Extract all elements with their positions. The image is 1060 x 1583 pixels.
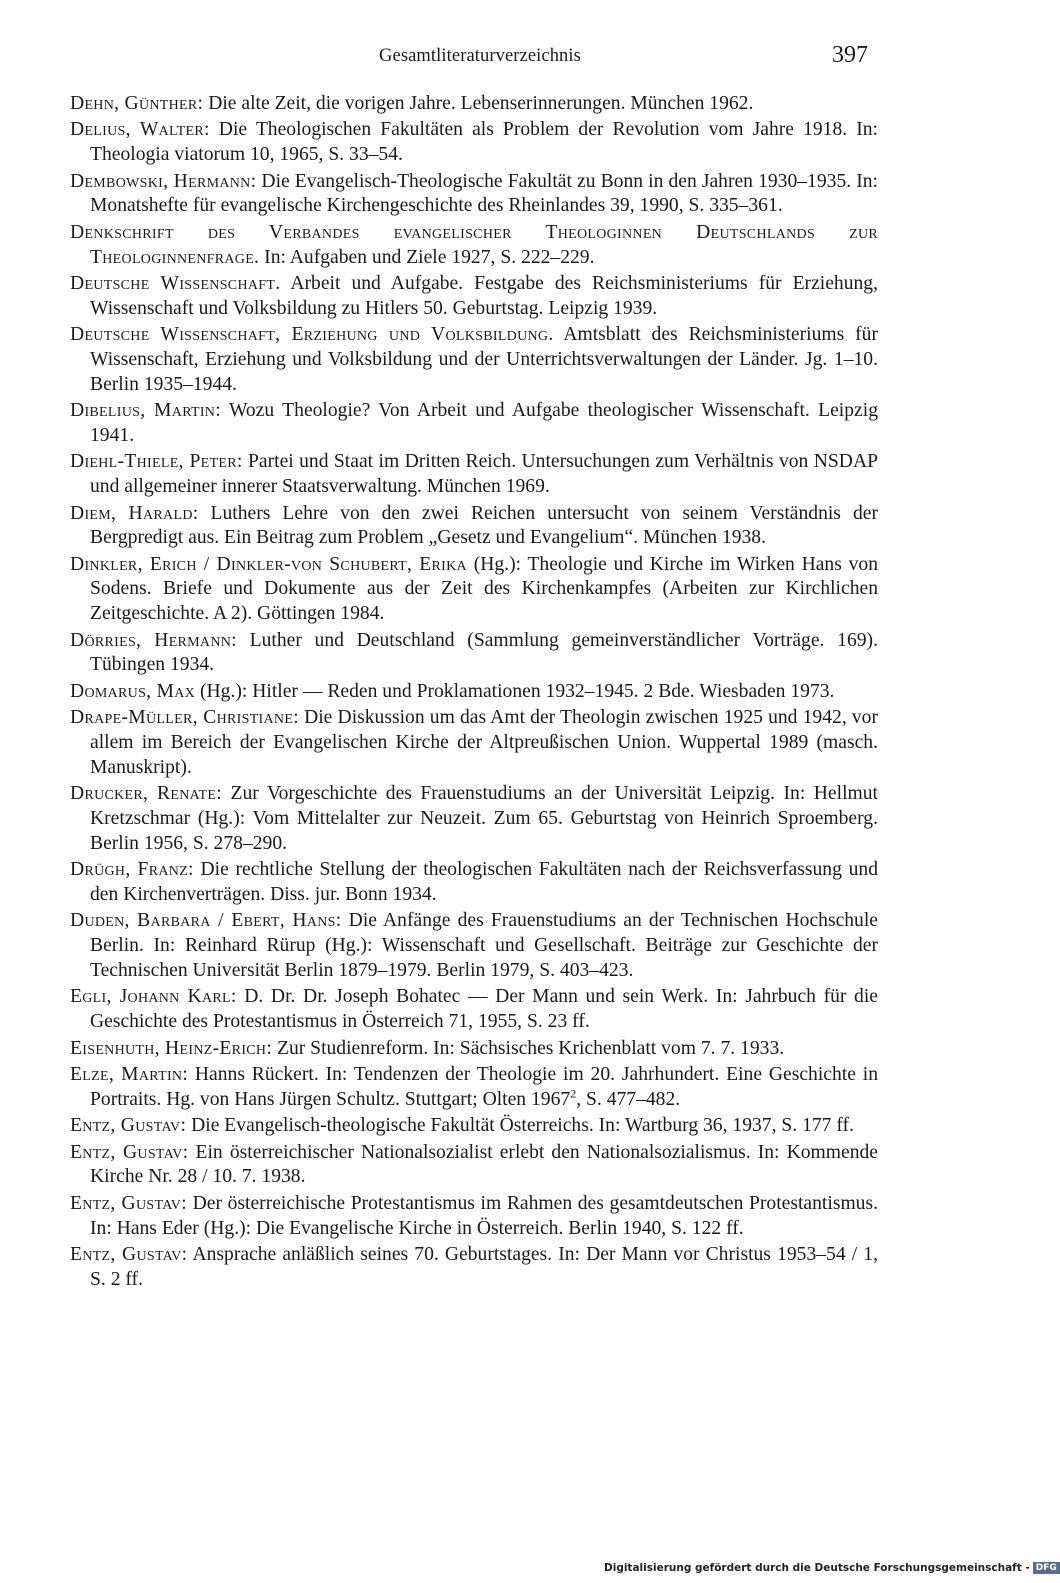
page-number: 397	[832, 42, 868, 68]
entry-author: Drügh, Franz:	[70, 859, 194, 881]
entry-author: Deutsche Wissenschaft.	[70, 272, 281, 294]
entry-text: Die rechtliche Stellung der theologischen Fakultäten nach der Reichsverfassung und den Kirchenverträgen. Diss. jur. Bonn 1934.	[90, 859, 878, 906]
bibliography-list	[70, 92, 878, 1294]
dfg-logo: DFG	[1033, 1562, 1060, 1574]
entry-author: Duden, Barbara / Ebert, Hans:	[70, 910, 342, 932]
entry-author: Eisenhuth, Heinz-Erich:	[70, 1037, 273, 1059]
bibliography-entry	[70, 1063, 878, 1113]
bibliography-entry	[70, 92, 878, 117]
entry-text: Wozu Theologie? Von Arbeit und Aufgabe theologischer Wissenschaft. Leipzig 1941.	[90, 400, 878, 446]
entry-text: Hanns Rückert. In: Tendenzen der Theologie im 20. Jahrhundert. Eine Geschichte in Portraits. Hg. von Hans Jürgen Schultz. Stuttgart; Olten 1967	[90, 1063, 878, 1110]
entry-text: Luther und Deutschland (Sammlung gemeinverständlicher Vorträge. 169). Tübingen 1934.	[90, 629, 878, 676]
entry-author: Dehn, Günther:	[70, 93, 204, 114]
entry-text: Die Anfänge des Frauenstudiums an der Technischen Hochschule Berlin. In: Reinhard Rürup (Hg.): Wissenschaft und Gesellschaft. Beiträge zur Geschichte der Technischen Universität Berlin 1879–1979. Berlin 1979, S. 403–423.	[90, 910, 878, 981]
bibliography-entry	[70, 985, 878, 1035]
bibliography-entry	[70, 1192, 878, 1242]
bibliography-entry	[70, 323, 878, 397]
entry-text: Zur Studienreform. In: Sächsisches Krichenblatt vom 7. 7. 1933.	[272, 1037, 785, 1059]
entry-author: Dibelius, Martin:	[70, 400, 221, 422]
bibliography-entry	[70, 1114, 878, 1139]
bibliography-entry	[70, 399, 878, 449]
bibliography-entry	[70, 1141, 878, 1191]
entry-text: Amtsblatt des Reichsministeriums für Wissenschaft, Erziehung und Volksbildung und der Unterrichtsverwaltungen der Länder. Jg. 1–10. Berlin 1935–1944.	[90, 324, 878, 395]
entry-author: Denkschrift des Verbandes evangelischer Theologinnen Deutschlands zur Theologinnenfrage.	[70, 221, 878, 268]
entry-text: Zur Vorgeschichte des Frauenstudiums an der Universität Leipzig. In: Hellmut Kretzschmar (Hg.): Vom Mittelalter zur Neuzeit. Zum 65. Geburtstag von Heinrich Sproemberg. Berlin 1956, S. 278–290.	[90, 783, 879, 854]
entry-author: Entz, Gustav:	[70, 1115, 187, 1137]
entry-text: Die Theologischen Fakultäten als Problem der Revolution vom Jahre 1918. In: Theologia viatorum 10, 1965, S. 33–54.	[90, 119, 878, 166]
bibliography-entry	[70, 502, 878, 552]
bibliography-entry	[70, 680, 878, 705]
bibliography-entry	[70, 170, 878, 220]
entry-author: Domarus, Max	[70, 680, 196, 702]
entry-author: Drape-Müller, Christiane:	[70, 707, 299, 729]
entry-author: Deutsche Wissenschaft, Erziehung und Volksbildung.	[70, 324, 554, 346]
entry-author: Dembowski, Hermann:	[70, 170, 257, 192]
entry-text: Partei und Staat im Dritten Reich. Untersuchungen zum Verhältnis von NSDAP und allgemeiner innerer Staatsverwaltung. München 1969.	[90, 451, 879, 498]
edition-superscript: 2	[570, 1086, 577, 1101]
bibliography-entry	[70, 629, 878, 679]
bibliography-entry	[70, 858, 878, 908]
bibliography-entry	[70, 450, 878, 500]
entry-text: (Hg.): Hitler — Reden und Proklamationen 1932–1945. 2 Bde. Wiesbaden 1973.	[195, 680, 835, 702]
bibliography-entry	[70, 1037, 878, 1062]
entry-author: Dinkler, Erich / Dinkler-von Schubert, Erika	[70, 553, 467, 575]
entry-text: Die Evangelisch-Theologische Fakultät zu Bonn in den Jahren 1930–1935. In: Monatshefte für evangelische Kirchengeschichte des Rheinlandes 39, 1990, S. 335–361.	[90, 170, 878, 217]
entry-text: Luthers Lehre von den zwei Reichen untersucht von seinem Verständnis der Bergpredigt aus. Ein Beitrag zum Problem „Gesetz und Evangelium“. München 1938.	[90, 502, 878, 549]
entry-author: Dörries, Hermann:	[70, 629, 237, 651]
entry-text-continued: , S. 477–482.	[576, 1088, 681, 1110]
funding-notice: Digitalisierung gefördert durch die Deutsche Forschungsgemeinschaft -	[604, 1562, 1030, 1574]
entry-author: Delius, Walter:	[70, 119, 210, 141]
entry-text: Die Diskussion um das Amt der Theologin zwischen 1925 und 1942, vor allem im Bereich der Evangelischen Kirche der Altpreußischen Union. Wuppertal 1989 (masch. Manuskript).	[90, 707, 878, 778]
bibliography-entry	[70, 221, 878, 271]
entry-text: Die Evangelisch-theologische Fakultät Österreichs. In: Wartburg 36, 1937, S. 177 ff.	[186, 1115, 854, 1137]
entry-text: Der österreichische Protestantismus im Rahmen des gesamtdeutschen Protestantismus. In: Hans Eder (Hg.): Die Evangelische Kirche in Österreich. Berlin 1940, S. 122 ff.	[90, 1192, 879, 1239]
bibliography-entry	[70, 118, 878, 168]
entry-text: (Hg.): Theologie und Kirche im Wirken Hans von Sodens. Briefe und Dokumente aus der Zeit des Kirchenkampfes (Arbeiten zur Kirchlichen Zeitgeschichte. A 2). Göttingen 1984.	[90, 553, 878, 625]
running-title: Gesamtliteraturverzeichnis	[379, 46, 581, 66]
entry-author: Entz, Gustav:	[70, 1192, 187, 1214]
entry-text: D. Dr. Dr. Joseph Bohatec — Der Mann und sein Werk. In: Jahrbuch für die Geschichte des Protestantismus in Österreich 71, 1955, S. 23 ff.	[90, 986, 878, 1033]
bibliography-entry	[70, 553, 878, 627]
entry-author: Drucker, Renate:	[70, 783, 222, 805]
entry-text: Arbeit und Aufgabe. Festgabe des Reichsministeriums für Erziehung, Wissenschaft und Volksbildung zu Hitlers 50. Geburtstag. Leipzig 1939.	[90, 272, 878, 319]
entry-author: Entz, Gustav:	[70, 1141, 189, 1163]
entry-author: Egli, Johann Karl:	[70, 986, 237, 1008]
bibliography-entry	[70, 272, 878, 322]
entry-author: Diem, Harald:	[70, 502, 199, 524]
entry-author: Diehl-Thiele, Peter:	[70, 451, 243, 473]
bibliography-entry	[70, 706, 878, 780]
digitization-footer	[604, 1562, 1060, 1574]
entry-text: Ansprache anläßlich seines 70. Geburtstages. In: Der Mann vor Christus 1953–54 / 1, S. 2 ff.	[90, 1243, 878, 1290]
bibliography-entry	[70, 909, 878, 983]
entry-text: Die alte Zeit, die vorigen Jahre. Lebenserinnerungen. München 1962.	[203, 93, 754, 114]
entry-text: Ein österreichischer Nationalsozialist erlebt den Nationalsozialismus. In: Kommende Kirche Nr. 28 / 10. 7. 1938.	[90, 1141, 878, 1188]
entry-text: In: Aufgaben und Ziele 1927, S. 222–229.	[259, 246, 595, 268]
bibliography-entry	[70, 782, 878, 856]
entry-author: Entz, Gustav:	[70, 1243, 188, 1265]
bibliography-entry	[70, 1243, 878, 1293]
entry-author: Elze, Martin:	[70, 1063, 189, 1085]
